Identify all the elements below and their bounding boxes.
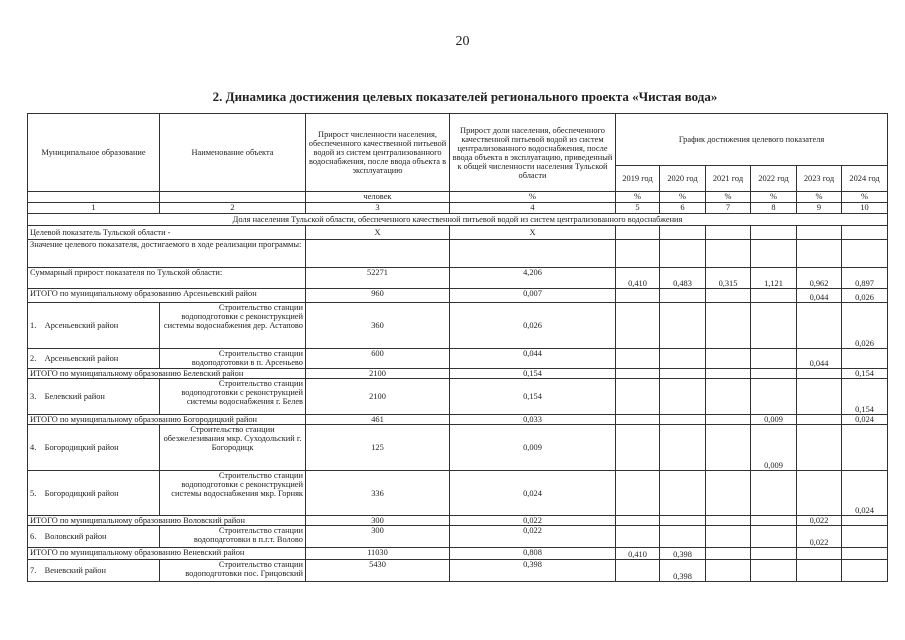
object-y	[751, 349, 797, 369]
object-y	[616, 349, 660, 369]
total-c3: 2100	[306, 369, 450, 379]
total-c3: 960	[306, 289, 450, 303]
object-y	[616, 303, 660, 349]
object-district	[28, 560, 160, 582]
object-y	[751, 526, 797, 548]
object-y	[797, 471, 842, 516]
summary-row	[28, 268, 888, 289]
total-y: 0,022	[797, 516, 842, 526]
total-y: 0,024	[842, 415, 888, 425]
object-c3: 5430	[306, 560, 450, 582]
object-c4: 0,009	[450, 425, 616, 471]
object-name: Строительство станции водоподготовки пос. Грицовский	[160, 560, 306, 582]
object-y	[797, 379, 842, 415]
object-y: 0,154	[842, 379, 888, 415]
object-district	[28, 349, 160, 369]
total-c3: 300	[306, 516, 450, 526]
object-y	[706, 303, 751, 349]
total-c4: 0,808	[450, 548, 616, 560]
object-y	[616, 471, 660, 516]
header-graph: График достижения целевого показателя	[616, 114, 888, 166]
object-y	[751, 471, 797, 516]
summary-y2020: 0,483	[660, 268, 706, 289]
total-row	[28, 289, 888, 303]
object-y	[706, 379, 751, 415]
object-y	[660, 471, 706, 516]
header-share-increase: Прирост доли населения, обеспеченного качественной питьевой водой из систем централизованного водоснабжения, после ввода объекта в эксплуатацию, приведенный к общей численности населения Тульской области	[450, 114, 616, 192]
column-numbers-row	[28, 203, 888, 214]
object-name: Строительство станции водоподготовки с реконструкцией системы водоснабжения дер. Астапово	[160, 303, 306, 349]
total-y: 0,044	[797, 289, 842, 303]
object-y: 0,009	[751, 425, 797, 471]
column-number: 4	[450, 203, 616, 214]
total-y	[706, 289, 751, 303]
total-label: ИТОГО по муниципальному образованию Арсеньевский район	[28, 289, 306, 303]
total-label: ИТОГО по муниципальному образованию Веневский район	[28, 548, 306, 560]
object-y	[616, 560, 660, 582]
total-y	[660, 516, 706, 526]
header-year: 2020 год	[660, 166, 706, 192]
object-row	[28, 379, 888, 415]
total-y	[751, 548, 797, 560]
object-c3: 300	[306, 526, 450, 548]
object-c4: 0,024	[450, 471, 616, 516]
object-name: Строительство станции водоподготовки в п.г.т. Волово	[160, 526, 306, 548]
header-year: 2022 год	[751, 166, 797, 192]
object-y	[842, 349, 888, 369]
header-municipality: Муниципальное образование	[28, 114, 160, 192]
object-row	[28, 425, 888, 471]
target-label: Целевой показатель Тульской области -	[28, 226, 306, 240]
object-y	[660, 303, 706, 349]
total-row	[28, 516, 888, 526]
unit-cell	[28, 192, 160, 203]
object-district	[28, 379, 160, 415]
object-c3: 125	[306, 425, 450, 471]
unit-cell: %	[660, 192, 706, 203]
summary-label: Суммарный прирост показателя по Тульской области:	[28, 268, 306, 289]
summary-y2021: 0,315	[706, 268, 751, 289]
header-year: 2021 год	[706, 166, 751, 192]
total-y: 0,026	[842, 289, 888, 303]
object-y	[842, 526, 888, 548]
total-y: 0,154	[842, 369, 888, 379]
object-y	[751, 560, 797, 582]
column-number: 10	[842, 203, 888, 214]
total-y	[797, 415, 842, 425]
column-number: 5	[616, 203, 660, 214]
object-district-name: Арсеньевский район	[44, 354, 119, 363]
object-name: Строительство станции обезжелезивания мкр. Суходольский г. Богородицк	[160, 425, 306, 471]
section-row	[28, 214, 888, 226]
object-row	[28, 471, 888, 516]
object-y	[842, 425, 888, 471]
header-population-increase: Прирост численности населения, обеспеченного качественной питьевой водой из систем централизованного водоснабжения, после ввода объекта в эксплуатацию	[306, 114, 450, 192]
total-y: 0,398	[660, 548, 706, 560]
column-number: 8	[751, 203, 797, 214]
header-object: Наименование объекта	[160, 114, 306, 192]
target-c4: Х	[450, 226, 616, 240]
object-y	[660, 425, 706, 471]
total-label: ИТОГО по муниципальному образованию Белевский район	[28, 369, 306, 379]
total-y	[706, 415, 751, 425]
object-c3: 600	[306, 349, 450, 369]
header-units-row	[28, 192, 888, 203]
object-y	[751, 303, 797, 349]
column-number: 6	[660, 203, 706, 214]
header-row-1	[28, 114, 888, 166]
total-y	[751, 369, 797, 379]
total-y	[842, 516, 888, 526]
object-row	[28, 303, 888, 349]
unit-cell: %	[616, 192, 660, 203]
object-y	[616, 425, 660, 471]
object-y	[797, 425, 842, 471]
column-number: 9	[797, 203, 842, 214]
object-c4: 0,026	[450, 303, 616, 349]
unit-cell: %	[450, 192, 616, 203]
object-name: Строительство станции водоподготовки с реконструкцией системы водоснабжения мкр. Горняк	[160, 471, 306, 516]
object-district	[28, 425, 160, 471]
total-y	[616, 516, 660, 526]
object-number: 6.	[30, 532, 37, 541]
object-c4: 0,154	[450, 379, 616, 415]
total-y	[616, 289, 660, 303]
summary-y2023: 0,962	[797, 268, 842, 289]
total-y	[751, 289, 797, 303]
total-y	[660, 415, 706, 425]
object-name: Строительство станции водоподготовки в п. Арсеньево	[160, 349, 306, 369]
object-y	[660, 379, 706, 415]
object-district	[28, 526, 160, 548]
object-y	[842, 560, 888, 582]
object-district-name: Арсеньевский район	[44, 321, 119, 330]
object-y: 0,398	[660, 560, 706, 582]
total-label: ИТОГО по муниципальному образованию Богородицкий район	[28, 415, 306, 425]
object-district	[28, 471, 160, 516]
column-number: 7	[706, 203, 751, 214]
target-row	[28, 226, 888, 240]
object-name: Строительство станции водоподготовки с реконструкцией системы водоснабжения г. Белев	[160, 379, 306, 415]
object-number: 2.	[30, 354, 37, 363]
object-y	[660, 526, 706, 548]
header-year: 2019 год	[616, 166, 660, 192]
object-number: 7.	[30, 566, 37, 575]
total-y	[751, 516, 797, 526]
unit-cell	[160, 192, 306, 203]
total-y	[842, 548, 888, 560]
summary-c3: 52271	[306, 268, 450, 289]
total-c3: 11030	[306, 548, 450, 560]
total-y: 0,009	[751, 415, 797, 425]
object-y	[616, 526, 660, 548]
total-row	[28, 415, 888, 425]
object-row	[28, 526, 888, 548]
header-year: 2023 год	[797, 166, 842, 192]
target-c3: Х	[306, 226, 450, 240]
object-y	[706, 560, 751, 582]
object-y	[706, 526, 751, 548]
total-y	[616, 369, 660, 379]
object-y	[706, 471, 751, 516]
summary-y2024: 0,897	[842, 268, 888, 289]
object-district	[28, 303, 160, 349]
total-y	[706, 369, 751, 379]
object-row	[28, 560, 888, 582]
total-y	[660, 289, 706, 303]
achieved-label: Значение целевого показателя, достигаемого в ходе реализации программы:	[28, 240, 306, 268]
object-c4: 0,044	[450, 349, 616, 369]
total-y	[706, 516, 751, 526]
object-y: 0,024	[842, 471, 888, 516]
object-y: 0,044	[797, 349, 842, 369]
column-number: 3	[306, 203, 450, 214]
object-y: 0,026	[842, 303, 888, 349]
object-y: 0,022	[797, 526, 842, 548]
total-y	[660, 369, 706, 379]
object-number: 3.	[30, 392, 37, 401]
total-y	[616, 415, 660, 425]
total-y	[706, 548, 751, 560]
column-number: 1	[28, 203, 160, 214]
object-y	[706, 349, 751, 369]
targets-table	[27, 113, 888, 582]
object-y	[751, 379, 797, 415]
unit-cell: %	[706, 192, 751, 203]
object-district-name: Богородицкий район	[44, 443, 119, 452]
object-y	[706, 425, 751, 471]
unit-cell: %	[842, 192, 888, 203]
total-c4: 0,022	[450, 516, 616, 526]
object-c4: 0,398	[450, 560, 616, 582]
total-label: ИТОГО по муниципальному образованию Воловский район	[28, 516, 306, 526]
object-c3: 2100	[306, 379, 450, 415]
page-number: 20	[455, 34, 470, 49]
summary-y2022: 1,121	[751, 268, 797, 289]
column-number: 2	[160, 203, 306, 214]
total-row	[28, 548, 888, 560]
section-title: Доля населения Тульской области, обеспеченного качественной питьевой водой из систем централизованного водоснабжения	[28, 214, 888, 226]
object-district-name: Воловский район	[44, 532, 107, 541]
total-c4: 0,007	[450, 289, 616, 303]
total-y	[797, 548, 842, 560]
object-number: 1.	[30, 321, 37, 330]
object-y	[797, 560, 842, 582]
object-district-name: Белевский район	[44, 392, 105, 401]
summary-y2019: 0,410	[616, 268, 660, 289]
summary-c4: 4,206	[450, 268, 616, 289]
object-number: 5.	[30, 488, 37, 498]
object-district-name: Богородицкий район	[44, 488, 119, 498]
object-district-name: Веневский район	[44, 566, 106, 575]
object-c4: 0,022	[450, 526, 616, 548]
total-row	[28, 369, 888, 379]
total-y: 0,410	[616, 548, 660, 560]
unit-cell: %	[751, 192, 797, 203]
object-c3: 336	[306, 471, 450, 516]
object-row	[28, 349, 888, 369]
unit-cell: %	[797, 192, 842, 203]
achieved-row	[28, 240, 888, 268]
object-number: 4.	[30, 443, 37, 452]
header-year: 2024 год	[842, 166, 888, 192]
object-c3: 360	[306, 303, 450, 349]
object-y	[616, 379, 660, 415]
total-c4: 0,033	[450, 415, 616, 425]
page-title: 2. Динамика достижения целевых показателей регионального проекта «Чистая вода»	[212, 89, 718, 104]
total-y	[797, 369, 842, 379]
object-y	[797, 303, 842, 349]
unit-cell: человек	[306, 192, 450, 203]
total-c3: 461	[306, 415, 450, 425]
object-y	[660, 349, 706, 369]
total-c4: 0,154	[450, 369, 616, 379]
